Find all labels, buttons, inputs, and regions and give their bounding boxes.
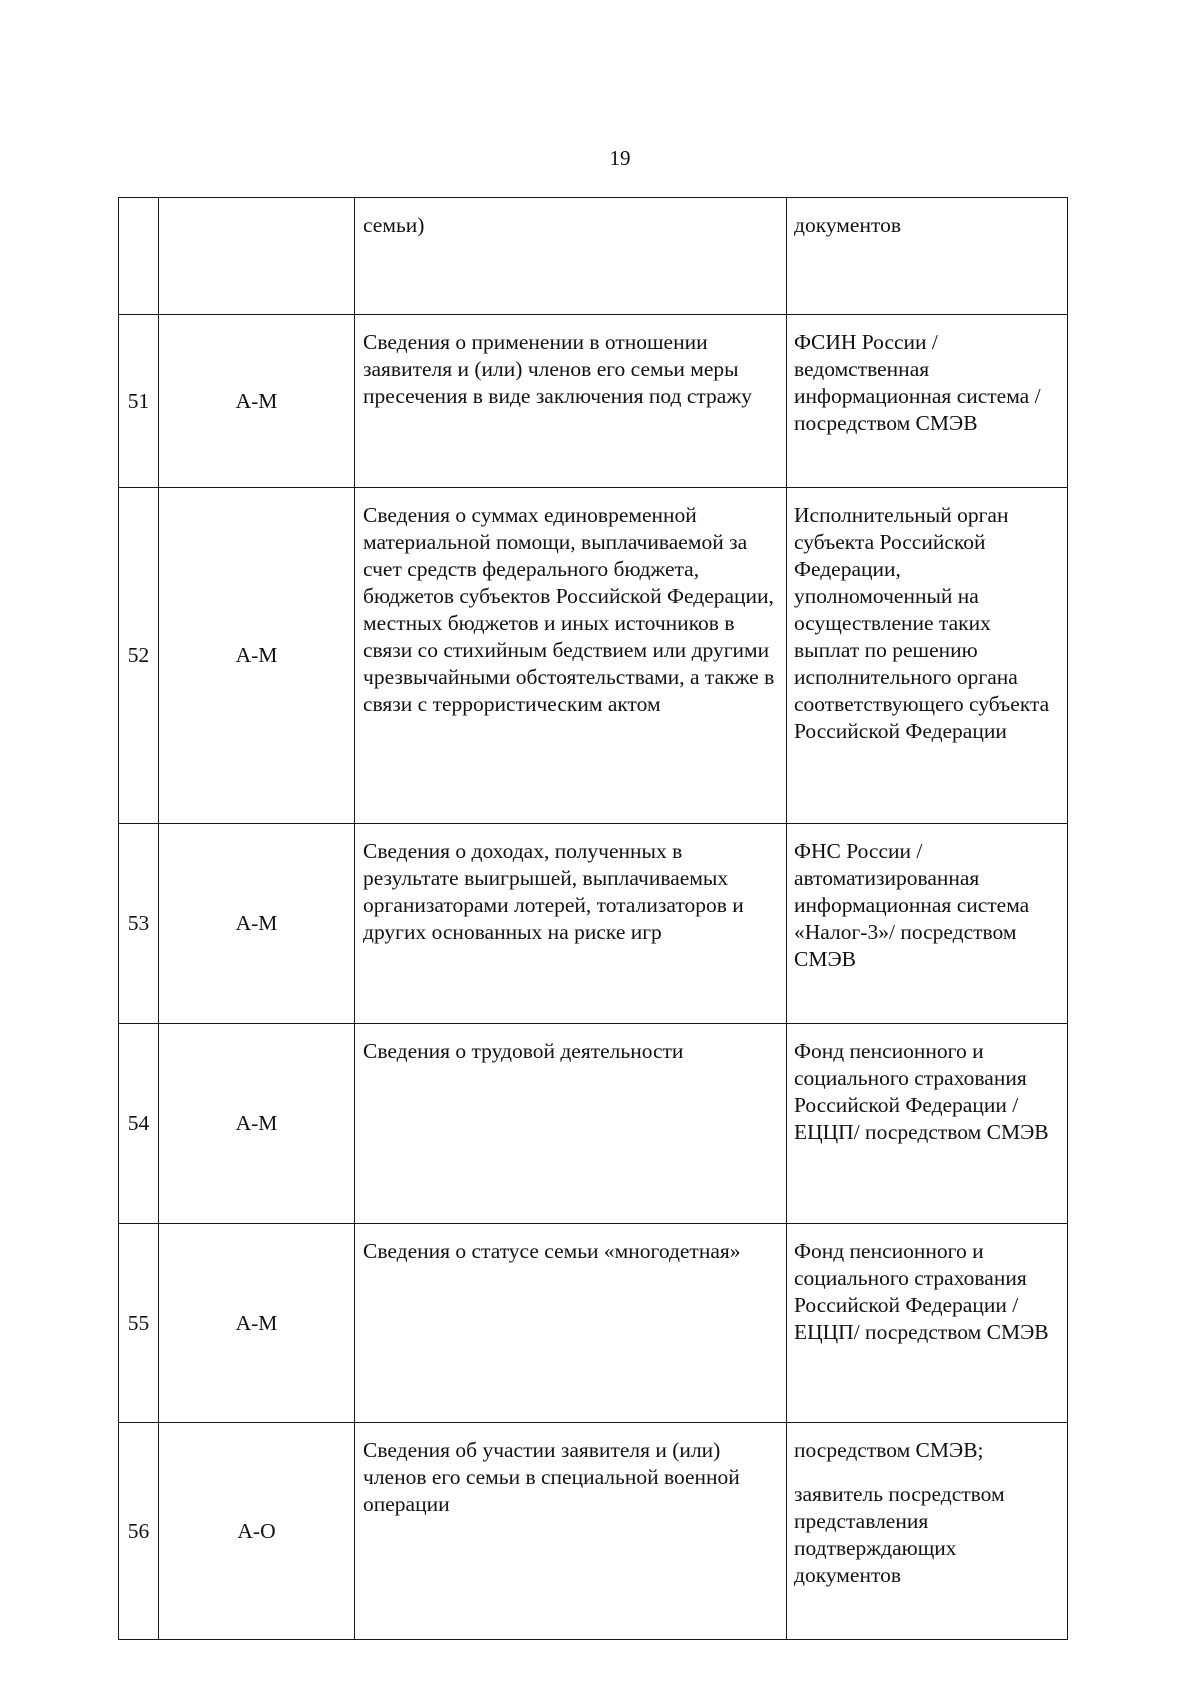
table-row-continuation xyxy=(119,198,1068,315)
cell-source xyxy=(787,488,1068,824)
cell-description: семьи) xyxy=(355,198,787,315)
page-number: 19 xyxy=(609,146,631,170)
cell-code: А-М xyxy=(159,315,355,488)
source-text: Исполнительный орган субъекта Российской Федерации, уполномоченный на осуществление таких выплат по решению исполнительного органа соответствующего субъекта Российской Федерации xyxy=(794,503,1050,743)
cell-source xyxy=(787,1423,1068,1640)
source-text: Фонд пенсионного и социального страхования Российской Федерации /ЕЦЦП/ посредством СМЭВ xyxy=(794,1239,1049,1344)
cell-num xyxy=(119,198,159,315)
table-row xyxy=(119,1024,1068,1224)
cell-num: 54 xyxy=(119,1024,159,1224)
cell-source: документов xyxy=(787,198,1068,315)
cell-description: Сведения о доходах, полученных в результате выигрышей, выплачиваемых организаторами лотерей, тотализаторов и других основанных на риске игр xyxy=(355,824,787,1024)
source-text: ФСИН России /ведомственная информационная система / посредством СМЭВ xyxy=(794,330,1041,435)
table-row xyxy=(119,824,1068,1024)
cell-description: Сведения о трудовой деятельности xyxy=(355,1024,787,1224)
cell-source xyxy=(787,1224,1068,1423)
cell-source xyxy=(787,315,1068,488)
cell-code xyxy=(159,198,355,315)
source-text: заявитель посредством представления подтверждающих документов xyxy=(794,1482,1005,1587)
table-row xyxy=(119,1423,1068,1640)
cell-description: Сведения об участии заявителя и (или) членов его семьи в специальной военной операции xyxy=(355,1423,787,1640)
table-row xyxy=(119,1224,1068,1423)
source-text: ФНС России / автоматизированная информационная система «Налог-3»/ посредством СМЭВ xyxy=(794,839,1030,971)
cell-description: Сведения о суммах единовременной материальной помощи, выплачиваемой за счет средств федерального бюджета, бюджетов субъектов Российской Федерации, местных бюджетов и иных источников в связи со стихийным бедствием или другими чрезвычайными обстоятельствами, а также в связи с террористическим актом xyxy=(355,488,787,824)
cell-code: А-М xyxy=(159,824,355,1024)
table-row xyxy=(119,315,1068,488)
cell-description: Сведения о статусе семьи «многодетная» xyxy=(355,1224,787,1423)
source-text: Фонд пенсионного и социального страхования Российской Федерации /ЕЦЦП/ посредством СМЭВ xyxy=(794,1039,1049,1144)
cell-num: 53 xyxy=(119,824,159,1024)
cell-num: 52 xyxy=(119,488,159,824)
cell-description: Сведения о применении в отношении заявителя и (или) членов его семьи меры пресечения в виде заключения под стражу xyxy=(355,315,787,488)
data-sources-table xyxy=(118,197,1068,1640)
cell-code: А-М xyxy=(159,488,355,824)
source-text: посредством СМЭВ; xyxy=(794,1438,984,1462)
cell-num: 55 xyxy=(119,1224,159,1423)
cell-code: А-М xyxy=(159,1224,355,1423)
cell-num: 56 xyxy=(119,1423,159,1640)
cell-source xyxy=(787,824,1068,1024)
cell-source xyxy=(787,1024,1068,1224)
cell-code: А-М xyxy=(159,1024,355,1224)
table-row xyxy=(119,488,1068,824)
cell-code: А-О xyxy=(159,1423,355,1640)
cell-num: 51 xyxy=(119,315,159,488)
